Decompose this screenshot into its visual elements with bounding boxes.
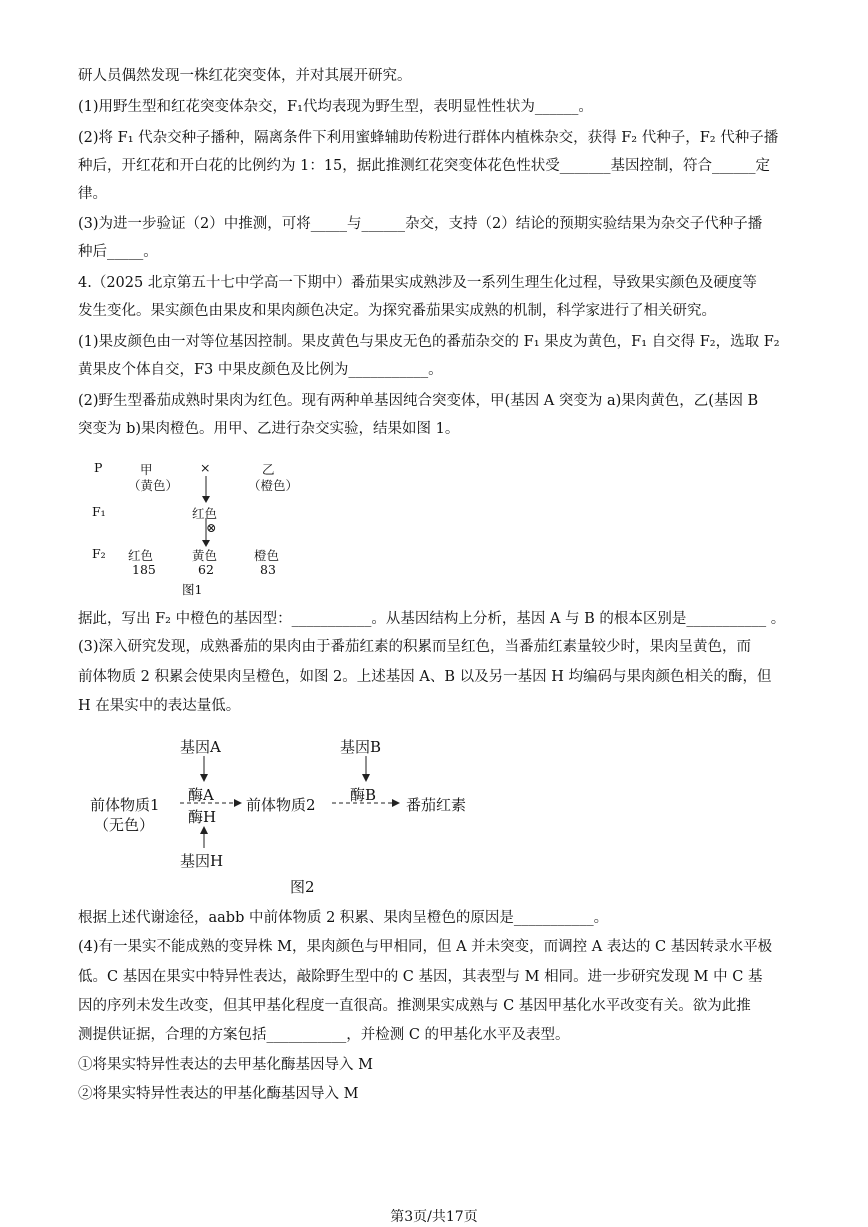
gene-h-label: 基因H [180, 852, 224, 870]
figure-2-caption: 图2 [290, 878, 315, 896]
text-line: 突变为 b)果肉橙色。用甲、乙进行杂交实验，结果如图 1。 [78, 421, 460, 437]
f1-red: 红色 [192, 506, 218, 521]
cross-symbol: × [200, 460, 211, 475]
pathway-arrows [88, 732, 488, 902]
text-line: 种后，开红花和开白花的比例约为 1：15，据此推测红花突变体花色性状受_______基因控制，符合______定 [78, 158, 771, 174]
option-2: ②将果实特异性表达的甲基化酶基因导入 M [78, 1086, 359, 1102]
f2-yellow-count: 62 [198, 562, 214, 577]
figure-1-caption: 图1 [182, 582, 203, 597]
p-label: P [94, 460, 103, 475]
selfing-symbol: ⊗ [206, 520, 217, 535]
question-4-heading: 4.（2025 北京第五十七中学高一下期中）番茄果实成熟涉及一系列生理生化过程，导致果实颜色及硬度等 [78, 275, 757, 291]
text-line: 测提供证据，合理的方案包括___________，并检测 C 的甲基化水平及表型。 [78, 1027, 570, 1043]
text-line: (3)深入研究发现，成熟番茄的果肉由于番茄红素的积累而呈红色，当番茄红素量较少时，果肉呈黄色，而 [78, 639, 752, 655]
text-line: 律。 [78, 186, 107, 202]
page-number-footer: 第3页/共17页 [390, 1209, 478, 1225]
gene-a-label: 基因A [180, 738, 221, 756]
text-line: 据此，写出 F₂ 中橙色的基因型：___________。从基因结构上分析，基因 A 与 B 的根本区别是___________ 。 [78, 611, 786, 627]
precursor-2-label: 前体物质2 [246, 796, 316, 814]
text-line: (1)用野生型和红花突变体杂交，F₁代均表现为野生型，表明显性性状为______。 [78, 99, 593, 115]
text-line: 种后_____。 [78, 244, 158, 260]
text-line: 研人员偶然发现一株红花突变体，并对其展开研究。 [78, 68, 412, 84]
text-line: H 在果实中的表达量低。 [78, 698, 241, 714]
text-line: (4)有一果实不能成熟的变异株 M，果肉颜色与甲相同，但 A 并未突变，而调控 A 表达的 C 基因转录水平极 [78, 939, 773, 955]
cross-arrows [88, 458, 318, 598]
yi-color: （橙色） [248, 478, 299, 493]
enzyme-b-label: 酶B [350, 786, 377, 804]
precursor-1-note: （无色） [94, 816, 155, 834]
jia-color: （黄色） [128, 478, 179, 493]
text-line: 因的序列未发生改变，但其甲基化程度一直很高。推测果实成熟与 C 基因甲基化水平改变有关。欲为此推 [78, 998, 751, 1014]
f2-label: F₂ [92, 546, 106, 561]
text-line: 低。C 基因在果实中特异性表达，敲除野生型中的 C 基因，其表型与 M 相同。进一步研究发现 M 中 C 基 [78, 969, 763, 985]
f2-red-count: 185 [132, 562, 156, 577]
text-line: (2)将 F₁ 代杂交种子播种，隔离条件下利用蜜蜂辅助传粉进行群体内植株杂交，获得 F₂ 代种子，F₂ 代种子播 [78, 130, 779, 146]
f2-yellow: 黄色 [192, 548, 218, 563]
lycopene-label: 番茄红素 [406, 796, 467, 814]
text-line: (1)果皮颜色由一对等位基因控制。果皮黄色与果皮无色的番茄杂交的 F₁ 果皮为黄色，F₁ 自交得 F₂，选取 F₂ [78, 334, 780, 350]
option-1: ①将果实特异性表达的去甲基化酶基因导入 M [78, 1057, 373, 1073]
gene-b-label: 基因B [340, 738, 382, 756]
f1-label: F₁ [92, 504, 106, 519]
jia-label: 甲 [140, 462, 153, 477]
enzyme-h-label: 酶H [188, 808, 217, 826]
precursor-1-label: 前体物质1 [90, 796, 160, 814]
yi-label: 乙 [262, 462, 275, 477]
figure-2-pathway-diagram [88, 732, 488, 902]
text-line: 前体物质 2 积累会使果肉呈橙色，如图 2。上述基因 A、B 以及另一基因 H 均编码与果肉颜色相关的酶，但 [78, 669, 772, 685]
f2-orange: 橙色 [254, 548, 280, 563]
text-line: 黄果皮个体自交，F3 中果皮颜色及比例为___________。 [78, 362, 443, 378]
f2-red: 红色 [128, 548, 154, 563]
text-line: (2)野生型番茄成熟时果肉为红色。现有两种单基因纯合突变体，甲(基因 A 突变为 a)果肉黄色，乙(基因 B [78, 393, 759, 409]
enzyme-a-label: 酶A [188, 786, 214, 804]
text-line: 根据上述代谢途径，aabb 中前体物质 2 积累、果肉呈橙色的原因是___________。 [78, 910, 609, 926]
text-line: (3)为进一步验证（2）中推测，可将_____与______杂交，支持（2）结论的预期实验结果为杂交子代种子播 [78, 216, 763, 232]
figure-1-cross-diagram [88, 458, 318, 598]
text-line: 发生变化。果实颜色由果皮和果肉颜色决定。为探究番茄果实成熟的机制，科学家进行了相关研究。 [78, 303, 716, 319]
f2-orange-count: 83 [260, 562, 276, 577]
